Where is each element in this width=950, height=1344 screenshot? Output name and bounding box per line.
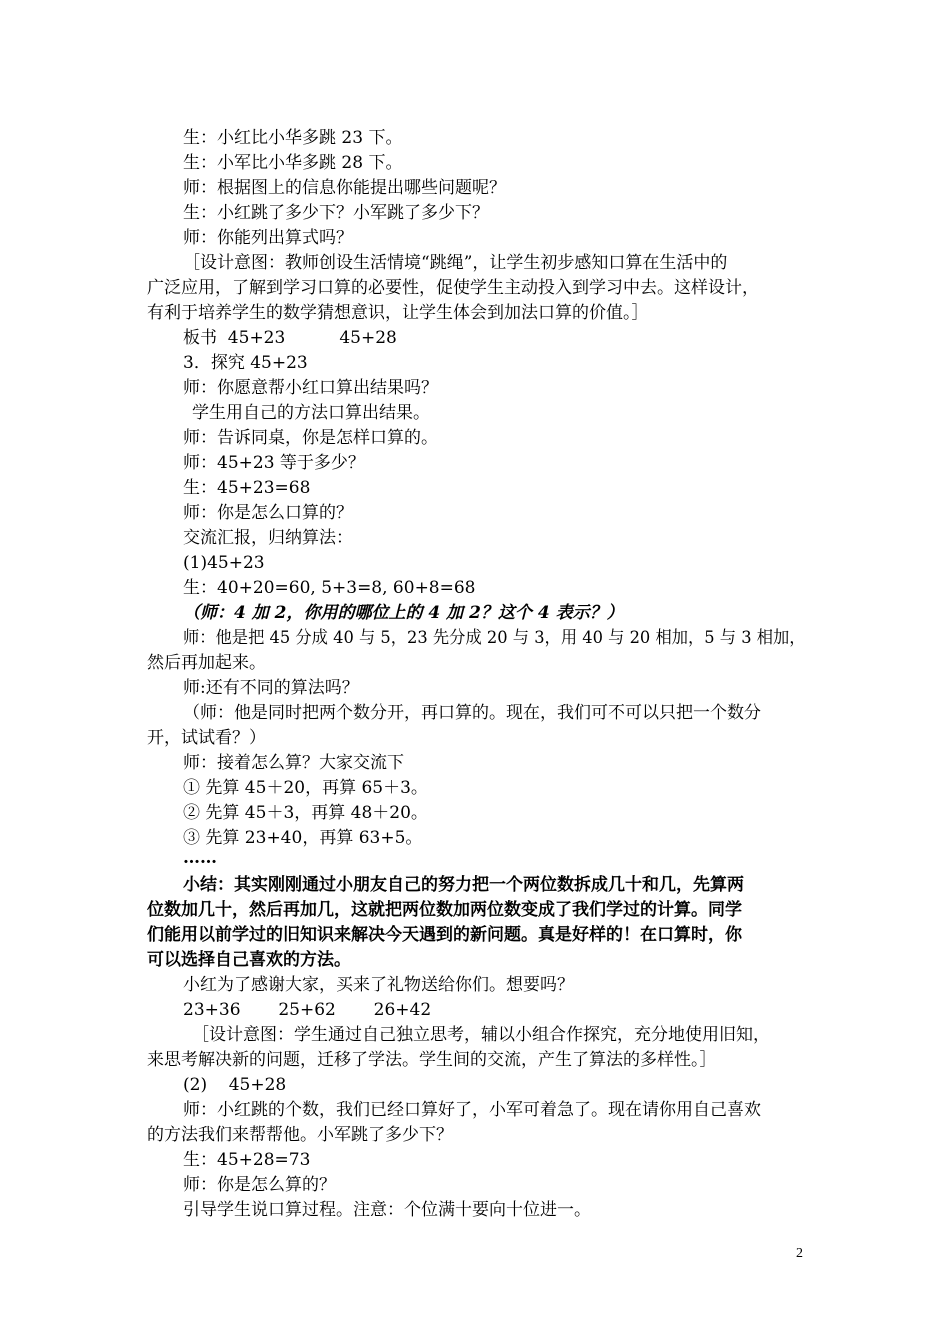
- design-intent-line: 有利于培养学生的数学猜想意识，让学生体会到加法口算的价值。］: [147, 303, 649, 323]
- text-line: 生：45+23=68: [183, 478, 311, 498]
- text-line: 师：你是怎么口算的？: [183, 503, 353, 523]
- text-line: 师：告诉同桌，你是怎样口算的。: [183, 428, 438, 448]
- text-line: 师:还有不同的算法吗？: [183, 678, 359, 698]
- text-line: 学生用自己的方法口算出结果。: [192, 403, 430, 423]
- text-line: 板书 45+23 45+28: [183, 328, 397, 348]
- text-line: 生：40+20=60, 5+3=8, 60+8=68: [183, 578, 476, 598]
- teacher-question-note: （师：4 加 2，你用的哪位上的 4 加 2？这个 4 表示？）: [183, 603, 624, 623]
- method-item: ① 先算 45＋20，再算 65＋3。: [183, 778, 428, 798]
- text-line: (2) 45+28: [183, 1075, 287, 1095]
- text-line: 师：接着怎么算？大家交流下: [183, 753, 404, 773]
- text-line: 生：小红比小华多跳 23 下。: [183, 128, 403, 148]
- design-intent-line: ［设计意图：教师创设生活情境“跳绳”，让学生初步感知口算在生活中的: [183, 253, 728, 273]
- text-line: 的方法我们来帮帮他。小军跳了多少下？: [147, 1125, 453, 1145]
- text-line: 小红为了感谢大家，买来了礼物送给你们。想要吗？: [183, 975, 574, 995]
- text-line: 师：小红跳的个数，我们已经口算好了，小军可着急了。现在请你用自己喜欢: [183, 1100, 761, 1120]
- summary-line: 可以选择自己喜欢的方法。: [147, 950, 351, 970]
- text-line: 师：他是把 45 分成 40 与 5，23 先分成 20 与 3，用 40 与 20 相加，5 与 3 相加，: [183, 628, 806, 648]
- design-intent-line: 来思考解决新的问题，迁移了学法。学生间的交流，产生了算法的多样性。］: [147, 1050, 717, 1070]
- summary-line: 小结：其实刚刚通过小朋友自己的努力把一个两位数拆成几十和几，先算两: [183, 875, 744, 895]
- method-item: ② 先算 45＋3，再算 48＋20。: [183, 803, 428, 823]
- text-line: 生：小军比小华多跳 28 下。: [183, 153, 403, 173]
- text-line: 开，试试看？）: [147, 728, 266, 748]
- design-intent-line: ［设计意图：学生通过自己独立思考，辅以小组合作探究，充分地使用旧知，: [192, 1025, 770, 1045]
- ellipsis: ……: [183, 848, 217, 868]
- text-line: 生：小红跳了多少下？小军跳了多少下？: [183, 203, 489, 223]
- section-heading: 3．探究 45+23: [183, 353, 308, 373]
- summary-line: 位数加几十，然后再加几，这就把两位数加两位数变成了我们学过的计算。同学: [147, 900, 742, 920]
- text-line: 交流汇报，归纳算法：: [183, 528, 353, 548]
- design-intent-line: 广泛应用，了解到学习口算的必要性，促使学生主动投入到学习中去。这样设计，: [147, 278, 759, 298]
- page-number: 2: [796, 1246, 803, 1261]
- summary-line: 们能用以前学过的旧知识来解决今天遇到的新问题。真是好样的！在口算时，你: [147, 925, 742, 945]
- text-line: （师：他是同时把两个数分开，再口算的。现在，我们可不可以只把一个数分: [183, 703, 761, 723]
- text-line: 生：45+28=73: [183, 1150, 311, 1170]
- text-line: 师：你是怎么算的？: [183, 1175, 336, 1195]
- text-line: 师：你愿意帮小红口算出结果吗？: [183, 378, 438, 398]
- text-line: 引导学生说口算过程。注意：个位满十要向十位进一。: [183, 1200, 591, 1220]
- practice-problems: 23+36 25+62 26+42: [183, 1000, 432, 1020]
- text-line: 师：你能列出算式吗？: [183, 228, 353, 248]
- text-line: 师：根据图上的信息你能提出哪些问题呢？: [183, 178, 506, 198]
- text-line: 师：45+23 等于多少？: [183, 453, 365, 473]
- method-item: ③ 先算 23+40，再算 63+5。: [183, 828, 423, 848]
- text-line: (1)45+23: [183, 553, 265, 573]
- text-line: 然后再加起来。: [147, 653, 266, 673]
